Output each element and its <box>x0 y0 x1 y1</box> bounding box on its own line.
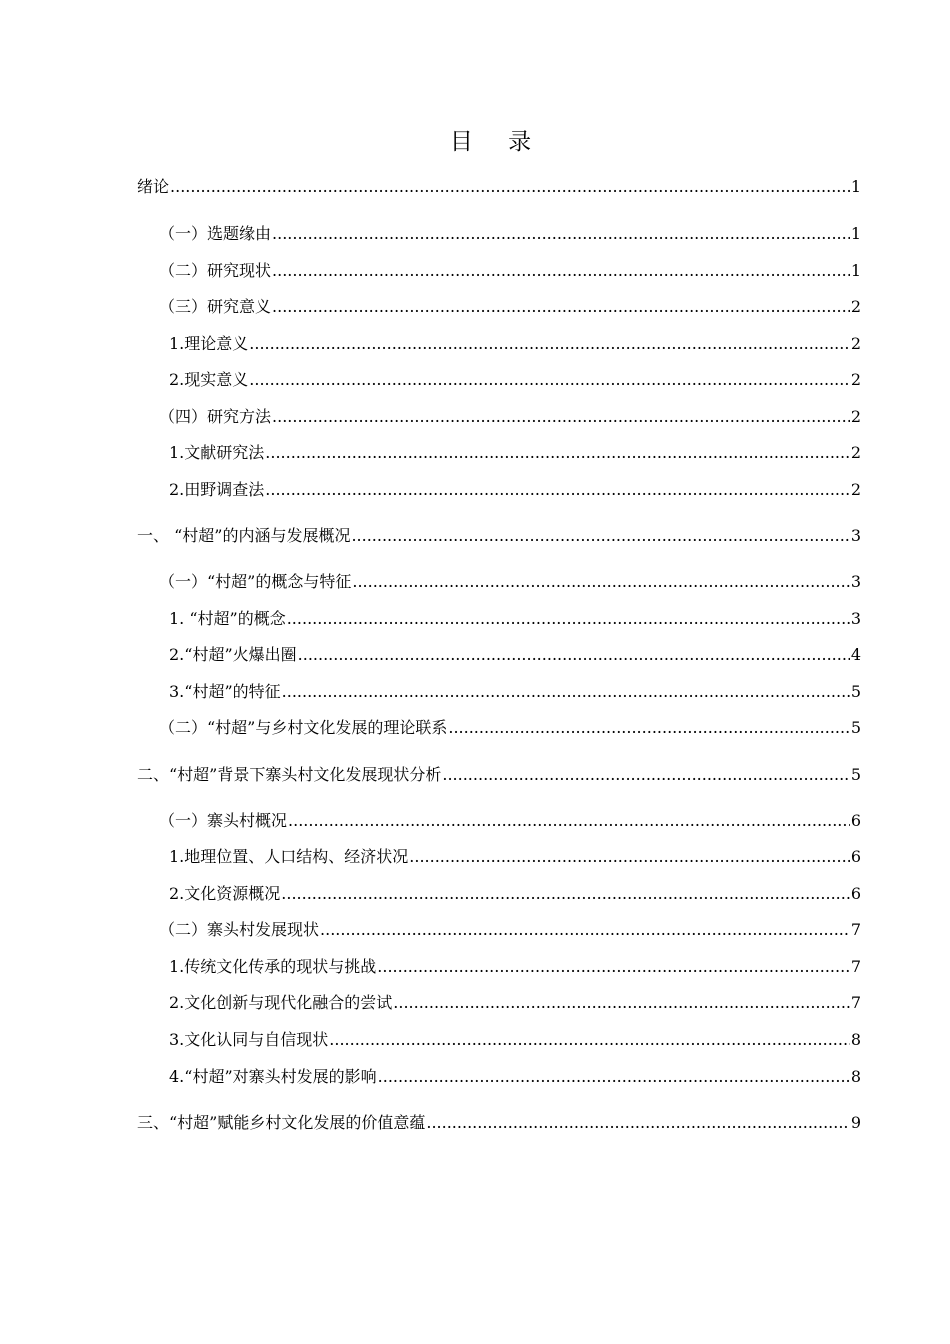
toc-page-number: 7 <box>850 957 861 976</box>
toc-entry[interactable] <box>169 881 861 907</box>
toc-page-number: 6 <box>850 847 861 866</box>
toc-page-number: 4 <box>850 645 861 664</box>
toc-entry[interactable] <box>159 715 861 741</box>
toc-dot-leader <box>281 881 850 907</box>
toc-page-number: 8 <box>850 1030 861 1049</box>
toc-entry[interactable] <box>137 762 861 788</box>
toc-dot-leader <box>378 1064 850 1090</box>
toc-entry[interactable] <box>169 1064 861 1090</box>
toc-entry-text: 2.田野调查法 <box>169 480 265 499</box>
toc-entry[interactable] <box>169 954 861 980</box>
toc-dot-leader <box>298 642 850 668</box>
toc-entry[interactable] <box>159 258 861 284</box>
toc-page-number: 5 <box>850 682 861 701</box>
toc-entry[interactable] <box>169 642 861 668</box>
toc-entry-text: 二、“村超”背景下寨头村文化发展现状分析 <box>137 765 442 784</box>
toc-entry[interactable] <box>169 844 861 870</box>
toc-entry-text: 3.文化认同与自信现状 <box>169 1030 329 1049</box>
toc-dot-leader <box>426 1110 849 1136</box>
toc-entry-text: （一）寨头村概况 <box>159 811 288 830</box>
toc-entry[interactable] <box>169 679 861 705</box>
toc-entry-text: 1.理论意义 <box>169 334 249 353</box>
toc-dot-leader <box>265 477 850 503</box>
toc-page-number: 1 <box>850 177 861 196</box>
toc-dot-leader <box>351 523 849 549</box>
toc-entry-text: 1.文献研究法 <box>169 443 265 462</box>
toc-page-number: 7 <box>850 920 861 939</box>
toc-page-number: 6 <box>850 811 861 830</box>
toc-entry-text: （二）寨头村发展现状 <box>159 920 320 939</box>
toc-page-number: 3 <box>850 572 861 591</box>
toc-dot-leader <box>287 606 850 632</box>
toc-entry-text: （一）“村超”的概念与特征 <box>159 572 352 591</box>
toc-entry-text: （四）研究方法 <box>159 407 272 426</box>
toc-page-number: 2 <box>850 297 861 316</box>
toc-dot-leader <box>272 404 850 430</box>
toc-dot-leader <box>170 174 850 200</box>
toc-entry[interactable] <box>137 174 861 200</box>
toc-entry[interactable] <box>137 1110 861 1136</box>
toc-entry-text: 三、“村超”赋能乡村文化发展的价值意蕴 <box>137 1113 426 1132</box>
toc-dot-leader <box>265 440 850 466</box>
toc-entry-text: 2.现实意义 <box>169 370 249 389</box>
toc-entry-text: 1. “村超”的概念 <box>169 609 286 628</box>
toc-dot-leader <box>448 715 849 741</box>
toc-page-number: 2 <box>850 480 861 499</box>
toc-page-number: 6 <box>850 884 861 903</box>
toc-entry-text: （二）“村超”与乡村文化发展的理论联系 <box>159 718 448 737</box>
toc-entry-text: 4.“村超”对寨头村发展的影响 <box>169 1067 377 1086</box>
toc-entry-text: （一）选题缘由 <box>159 224 272 243</box>
toc-dot-leader <box>320 917 850 943</box>
toc-entry-text: 1.传统文化传承的现状与挑战 <box>169 957 377 976</box>
toc-dot-leader <box>352 569 849 595</box>
toc-page-number: 5 <box>850 765 861 784</box>
toc-entry[interactable] <box>159 404 861 430</box>
toc-page-number: 9 <box>850 1113 861 1132</box>
toc-page-number: 8 <box>850 1067 861 1086</box>
toc-entry[interactable] <box>159 917 861 943</box>
toc-entry[interactable] <box>169 331 861 357</box>
toc-dot-leader <box>442 762 849 788</box>
toc-page-number: 7 <box>850 993 861 1012</box>
toc-entry[interactable] <box>169 440 861 466</box>
toc-dot-leader <box>393 990 850 1016</box>
toc-entry[interactable] <box>169 477 861 503</box>
toc-page-number: 3 <box>850 526 861 545</box>
toc-entry-text: 2.文化创新与现代化融合的尝试 <box>169 993 393 1012</box>
toc-entry[interactable] <box>137 523 861 549</box>
toc-dot-leader <box>272 294 850 320</box>
toc-entry-text: （三）研究意义 <box>159 297 272 316</box>
toc-entry[interactable] <box>169 606 861 632</box>
toc-entry-text: 1.地理位置、人口结构、经济状况 <box>169 847 409 866</box>
toc-page-number: 5 <box>850 718 861 737</box>
toc-entry-text: 2.“村超”火爆出圈 <box>169 645 297 664</box>
toc-entry-text: 2.文化资源概况 <box>169 884 281 903</box>
toc-entry-text: 3.“村超”的特征 <box>169 682 281 701</box>
toc-entry[interactable] <box>159 294 861 320</box>
toc-entry[interactable] <box>159 569 861 595</box>
toc-title: 目 录 <box>449 129 546 155</box>
toc-dot-leader <box>409 844 850 870</box>
toc-dot-leader <box>329 1027 850 1053</box>
toc-page-number: 2 <box>850 334 861 353</box>
toc-dot-leader <box>288 808 850 834</box>
toc-dot-leader <box>249 331 850 357</box>
toc-dot-leader <box>377 954 850 980</box>
toc-page-number: 1 <box>850 261 861 280</box>
toc-page-number: 2 <box>850 370 861 389</box>
toc-entry[interactable] <box>169 990 861 1016</box>
toc-entry-text: 绪论 <box>137 177 170 196</box>
toc-entry-text: 一、 “村超”的内涵与发展概况 <box>137 526 351 545</box>
toc-page-number: 2 <box>850 443 861 462</box>
toc-entry[interactable] <box>169 367 861 393</box>
toc-entry[interactable] <box>159 221 861 247</box>
toc-page-number: 2 <box>850 407 861 426</box>
toc-entry-text: （二）研究现状 <box>159 261 272 280</box>
toc-dot-leader <box>272 258 850 284</box>
toc-page-number: 1 <box>850 224 861 243</box>
toc-dot-leader <box>282 679 850 705</box>
toc-page-number: 3 <box>850 609 861 628</box>
toc-dot-leader <box>272 221 850 247</box>
toc-entry[interactable] <box>169 1027 861 1053</box>
toc-entry[interactable] <box>159 808 861 834</box>
toc-dot-leader <box>249 367 850 393</box>
